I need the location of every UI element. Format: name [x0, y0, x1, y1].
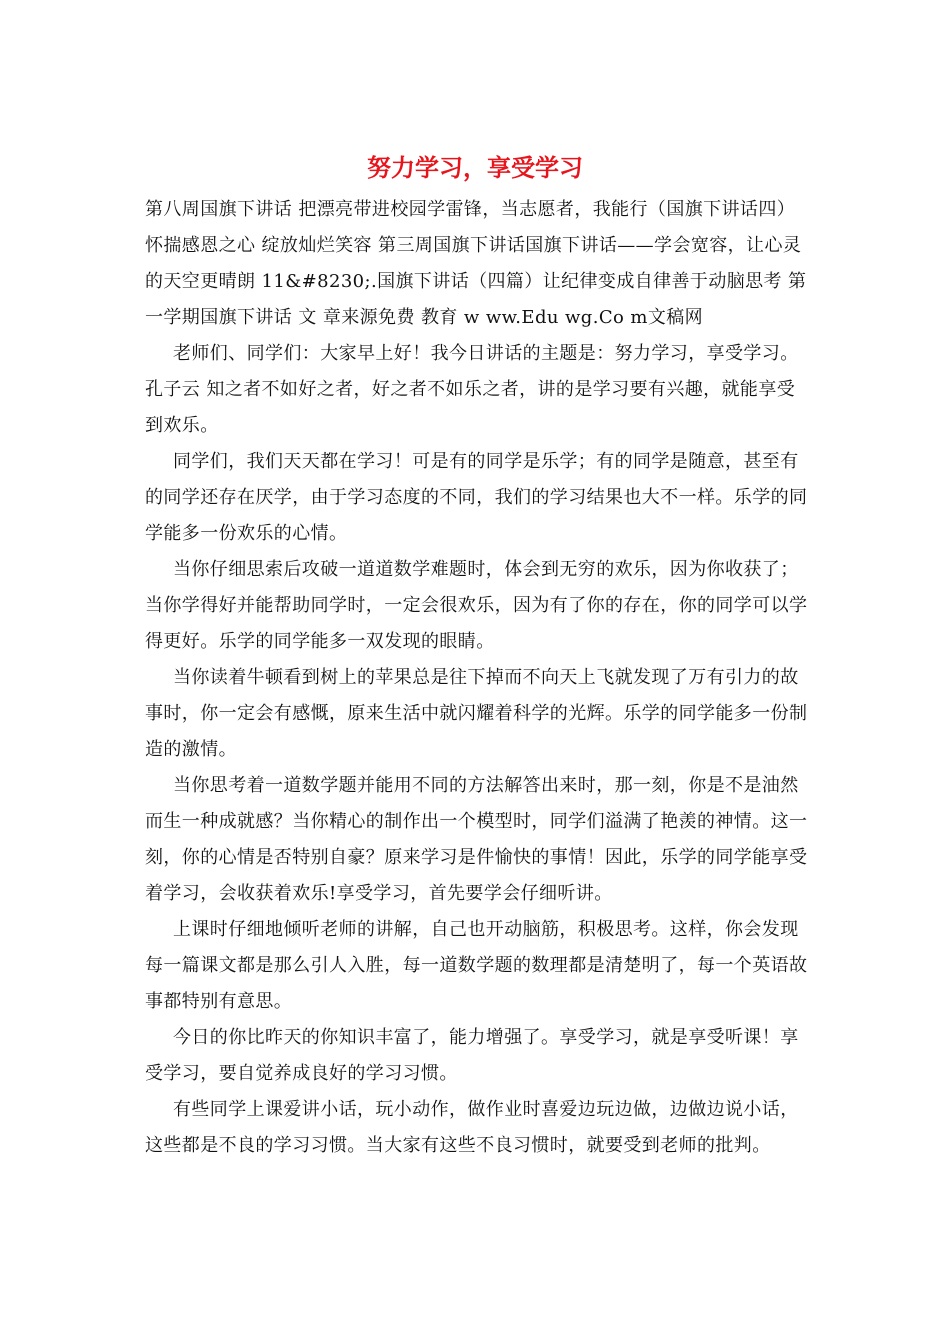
- paragraph: 当你仔细思索后攻破一道道数学难题时，体会到无穷的欢乐，因为你收获了；当你学得好并能帮助同学时，一定会很欢乐，因为有了你的存在，你的同学可以学得更好。乐学的同学能多一双发现的眼睛。: [145, 559, 808, 652]
- intro-paragraph: 第八周国旗下讲话 把漂亮带进校园学雷锋，当志愿者，我能行（国旗下讲话四）怀揣感恩之心 绽放灿烂笑容 第三周国旗下讲话国旗下讲话——学会宽容，让心灵的天空更晴朗 11&#8230;.国旗下讲话（四篇）让纪律变成自律善于动脑思考 第一学期国旗下讲话 文 章来源免费 教育 w ww.Edu wg.Co m文稿网: [145, 199, 807, 328]
- paragraph: 上课时仔细地倾听老师的讲解，自己也开动脑筋，积极思考。这样，你会发现每一篇课文都是那么引人入胜，每一道数学题的数理都是清楚明了，每一个英语故事都特别有意思。: [145, 919, 808, 1012]
- paragraph: 老师们、同学们：大家早上好！我今日讲话的主题是：努力学习，享受学习。孔子云 知之者不如好之者，好之者不如乐之者，讲的是学习要有兴趣，就能享受到欢乐。: [145, 343, 799, 436]
- paragraph: 当你思考着一道数学题并能用不同的方法解答出来时，那一刻，你是不是油然而生一种成就感？当你精心的制作出一个模型时，同学们溢满了艳羡的神情。这一刻，你的心情是否特别自豪？原来学习是件愉快的事情！因此，乐学的同学能享受着学习，会收获着欢乐!享受学习，首先要学会仔细听讲。: [145, 775, 808, 904]
- body-paragraphs: [145, 336, 813, 1164]
- paragraph: 有些同学上课爱讲小话，玩小动作，做作业时喜爱边玩边做，边做边说小话，这些都是不良的学习习惯。当大家有这些不良习惯时，就要受到老师的批判。: [145, 1099, 799, 1156]
- paragraph: 同学们，我们天天都在学习！可是有的同学是乐学；有的同学是随意，甚至有的同学还存在厌学，由于学习态度的不同，我们的学习结果也大不一样。乐学的同学能多一份欢乐的心情。: [145, 451, 808, 544]
- paragraph: 当你读着牛顿看到树上的苹果总是往下掉而不向天上飞就发现了万有引力的故事时，你一定会有感慨，原来生活中就闪耀着科学的光辉。乐学的同学能多一份制造的激情。: [145, 667, 808, 760]
- document-title: 努力学习，享受学习: [367, 153, 583, 182]
- paragraph: 今日的你比昨天的你知识丰富了，能力增强了。享受学习，就是享受听课！享受学习，要自觉养成良好的学习习惯。: [145, 1027, 799, 1084]
